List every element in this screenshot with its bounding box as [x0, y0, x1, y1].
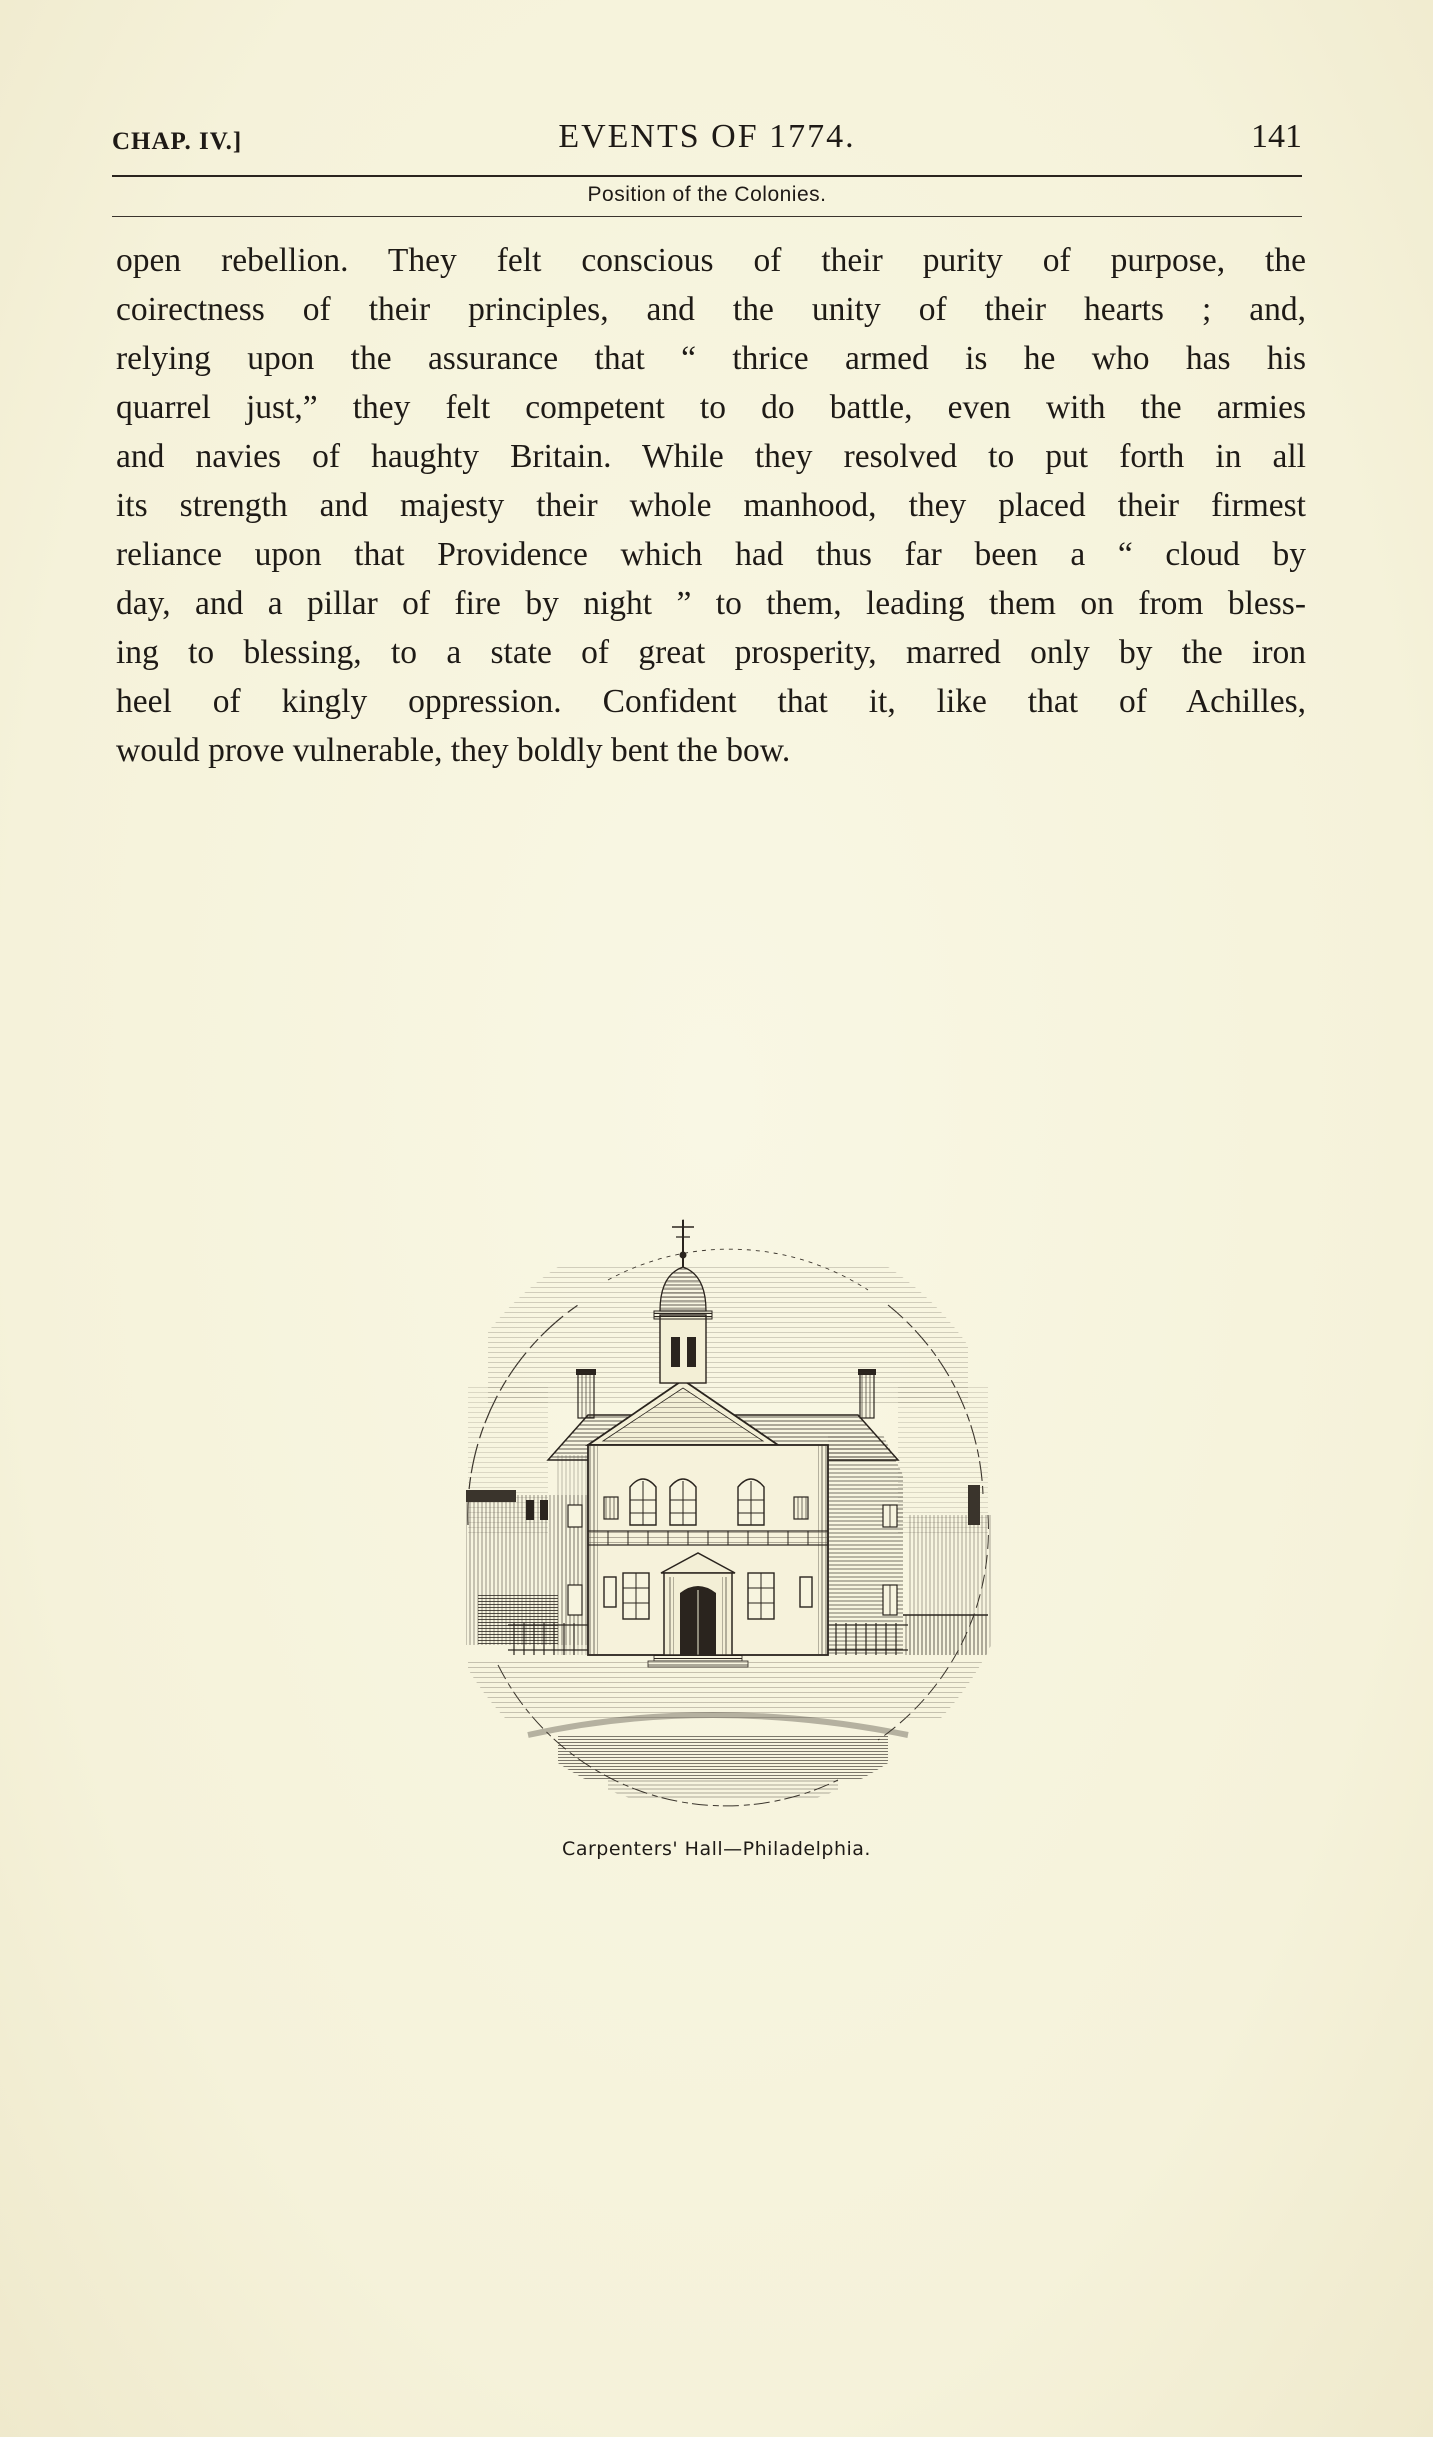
illustration-caption: Carpenters' Hall—Philadelphia. — [562, 1838, 871, 1860]
text-line: open rebellion. They felt conscious of their purity of purpose, the — [116, 242, 1306, 279]
page-number: 141 — [1251, 118, 1302, 155]
text-line: heel of kingly oppression. Confident that it, like that of Achilles, — [116, 683, 1306, 720]
text-line: day, and a pillar of fire by night ” to them, leading them on from bless- — [116, 585, 1306, 622]
text-line: coirectness of their principles, and the unity of their hearts ; and, — [116, 291, 1306, 328]
subhead-rule — [112, 216, 1302, 217]
text-line: quarrel just,” they felt competent to do battle, even with the armies — [116, 389, 1306, 426]
text-line: relying upon the assurance that “ thrice armed is he who has his — [116, 340, 1306, 377]
text-line: would prove vulnerable, they boldly bent the bow. — [116, 732, 791, 769]
text-line: ing to blessing, to a state of great prosperity, marred only by the iron — [116, 634, 1306, 671]
running-title: EVENTS OF 1774. — [558, 118, 856, 155]
body-paragraph — [116, 236, 1306, 775]
section-subhead: Position of the Colonies. — [587, 183, 827, 206]
text-line: reliance upon that Providence which had thus far been a “ cloud by — [116, 536, 1306, 573]
carpenters-hall-engraving — [408, 1195, 1038, 1825]
text-line: and navies of haughty Britain. While they resolved to put forth in all — [116, 438, 1306, 475]
header-rule — [112, 175, 1302, 177]
text-line: its strength and majesty their whole manhood, they placed their firmest — [116, 487, 1306, 524]
running-head — [112, 118, 1302, 158]
chapter-label: CHAP. IV.] — [112, 128, 243, 155]
